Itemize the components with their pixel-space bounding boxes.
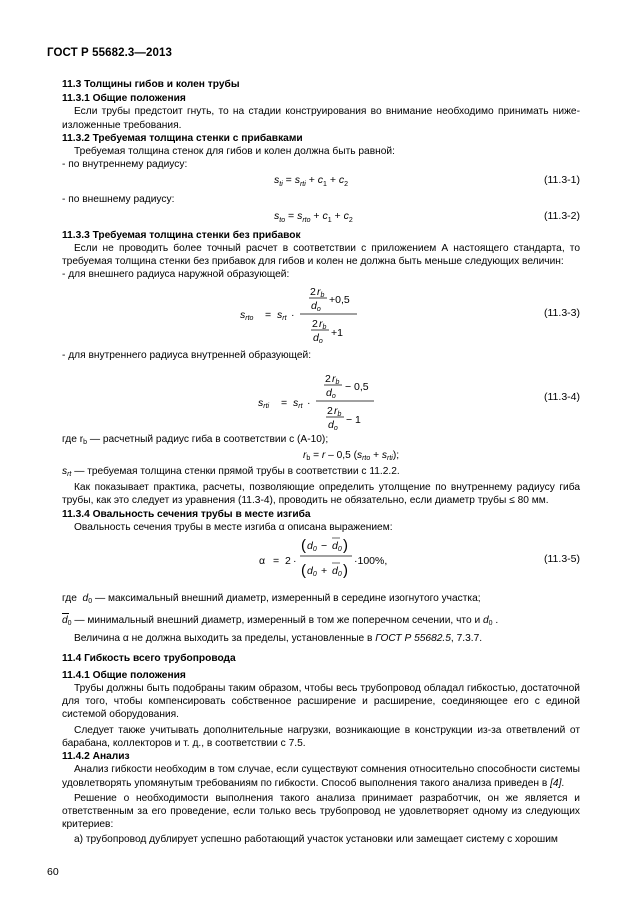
document-header: ГОСТ Р 55682.3—2013 <box>47 47 172 59</box>
svg-text:2: 2 <box>327 404 333 417</box>
svg-text:+1: +1 <box>331 327 343 340</box>
svg-text:rb: rb <box>317 286 325 300</box>
svg-text:·: · <box>291 309 295 322</box>
paragraph: Анализ гибкости необходим в том случае, если существуют сомнения относительно способности системы удовлетворять упомянутым требованиям по гибкости. Способ выполнения такого анализа приведен в [4]. <box>62 764 580 789</box>
svg-text:− 1: − 1 <box>346 413 361 426</box>
equation-11-3-1 <box>62 171 580 193</box>
svg-text:rb: rb <box>319 318 327 332</box>
list-item: - по внешнему радиусу: <box>62 194 175 206</box>
svg-text:·100%,: ·100%, <box>354 555 388 568</box>
paragraph: Трубы должны быть подобраны таким образом, чтобы весь трубопровод обладал гибкостью, достаточной для того, чтобы компенсировать собственное расширение и расширение, соединяющее его с единой системой оборудования. <box>62 683 580 721</box>
svg-text:−: − <box>321 540 328 553</box>
svg-text:·: · <box>293 555 297 568</box>
svg-text:d0: d0 <box>307 540 317 554</box>
paragraph: Как показывает практика, расчеты, позволяющие определить утолщение по внутреннему радиусу гиба трубы, как это следует из уравнения (11.3-4), проводить не обязательно, если диаметр трубы ≤ 80 мм. <box>62 482 580 507</box>
page-number: 60 <box>47 866 59 878</box>
svg-text:d0: d0 <box>332 565 342 579</box>
section-11-4-title: 11.4 Гибкость всего трубопровода <box>62 652 236 664</box>
svg-text:(: ( <box>301 562 306 580</box>
svg-text:+0,5: +0,5 <box>329 294 350 307</box>
definition-d0-min: $d_0$ — минимальный внешний диаметр, измеренный в том же поперечном сечении, что и $d_0$ . <box>62 615 499 628</box>
section-11-4-1-title: 11.4.1 Общие положения <box>62 669 186 681</box>
paragraph: Если трубы предстоит гнуть, то на стадии конструирования во внимание необходимо принимать ниже-изложенные требования. <box>62 106 580 131</box>
paragraph: Если не проводить более точный расчет в соответствии с приложением А настоящего стандарта, то требуемая толщина стенки без прибавок для гибов и колен не должна быть меньше следующих величин: <box>62 242 580 268</box>
section-11-3-4-title: 11.3.4 Овальность сечения трубы в месте изгиба <box>62 508 311 520</box>
svg-text:d0: d0 <box>307 565 317 579</box>
svg-text:·: · <box>307 396 311 409</box>
document-body <box>62 75 580 847</box>
svg-text:): ) <box>343 562 348 580</box>
section-11-3-2-title: 11.3.2 Требуемая толщина стенки с прибавками <box>62 132 303 144</box>
svg-text:2: 2 <box>312 318 318 331</box>
equation-number: (11.3-5) <box>544 553 580 566</box>
formula: $s_{ti} = s_{rti} + c_1 + c_2$ <box>274 174 349 189</box>
svg-text:do: do <box>311 300 321 314</box>
svg-text:srt: srt <box>293 396 303 410</box>
equation-11-3-2 <box>62 207 580 229</box>
list-item: - для внешнего радиуса наружной образующей: <box>62 269 290 281</box>
paragraph: Решение о необходимости выполнения такого анализа принимает разработчик, он же является и ответственным за его проведение, если только весь трубопровод не удовлетворяет одному из следующих критериев: <box>62 792 580 831</box>
svg-text:− 0,5: − 0,5 <box>345 380 369 393</box>
list-item: а) трубопровод дублирует успешно работающий участок установки или замещает систему с хорошим <box>74 834 558 846</box>
svg-text:(: ( <box>301 537 306 555</box>
paragraph: Требуемая толщина стенок для гибов и колен должна быть равной: <box>74 146 395 158</box>
svg-text:do: do <box>328 418 338 432</box>
definition-srt: $s_{rt}$ — требуемая толщина стенки прямой трубы в соответствии с 11.2.2. <box>62 466 400 479</box>
definition-rb: где $r_b$ — расчетный радиус гиба в соответствии с (А-10); <box>62 433 329 446</box>
svg-text:rb: rb <box>334 404 342 418</box>
formula: $s_{to} = s_{rto} + c_1 + c_2$ <box>274 209 353 224</box>
formula <box>62 281 580 347</box>
svg-text:): ) <box>343 537 348 555</box>
definition-d0: где $d_0$ — максимальный внешний диаметр, измеренный в середине изогнутого участка; <box>62 593 481 606</box>
equation-number: (11.3-4) <box>544 390 580 403</box>
svg-text:2: 2 <box>285 555 291 568</box>
paragraph: Овальность сечения трубы в месте изгиба α описана выражением: <box>74 521 393 533</box>
equation-11-3-4 <box>62 363 580 433</box>
svg-text:rb: rb <box>332 372 340 386</box>
svg-text:srto: srto <box>240 309 254 323</box>
paragraph: Величина α не должна выходить за пределы, установленные в ГОСТ Р 55682.5, 7.3.7. <box>74 633 483 645</box>
svg-text:=: = <box>281 396 288 409</box>
formula-rb: $r_b = r - 0,5$ $(s_{rto} + s_{rti})$; <box>302 449 400 462</box>
section-11-4-2-title: 11.4.2 Анализ <box>62 751 130 763</box>
svg-text:srt: srt <box>277 309 287 323</box>
svg-text:=: = <box>265 309 272 322</box>
svg-text:d0: d0 <box>332 540 342 554</box>
equation-11-3-5 <box>62 534 580 586</box>
section-11-3-1-title: 11.3.1 Общие положения <box>62 93 186 105</box>
svg-text:2: 2 <box>310 286 316 299</box>
svg-text:α: α <box>259 555 266 568</box>
list-item: - по внутреннему радиусу: <box>62 159 188 171</box>
svg-text:=: = <box>273 555 280 568</box>
paragraph: Следует также учитывать дополнительные нагрузки, возникающие в конструкции из-за ответвлений от барабана, коллекторов и т. д., в соответствии с 7.5. <box>62 724 580 749</box>
svg-text:do: do <box>326 386 336 400</box>
formula <box>62 534 580 586</box>
equation-number: (11.3-2) <box>544 209 580 222</box>
section-11-3-title: 11.3 Толщины гибов и колен трубы <box>62 79 240 90</box>
svg-text:+: + <box>321 565 328 578</box>
equation-number: (11.3-3) <box>544 307 580 320</box>
svg-text:2: 2 <box>325 372 331 385</box>
equation-number: (11.3-1) <box>544 174 580 187</box>
section-11-3-3-title: 11.3.3 Требуемая толщина стенки без прибавок <box>62 229 301 241</box>
formula <box>62 363 580 433</box>
svg-text:srti: srti <box>258 396 270 410</box>
equation-11-3-3 <box>62 281 580 347</box>
list-item: - для внутреннего радиуса внутренней образующей: <box>62 350 312 362</box>
svg-text:do: do <box>313 332 323 346</box>
